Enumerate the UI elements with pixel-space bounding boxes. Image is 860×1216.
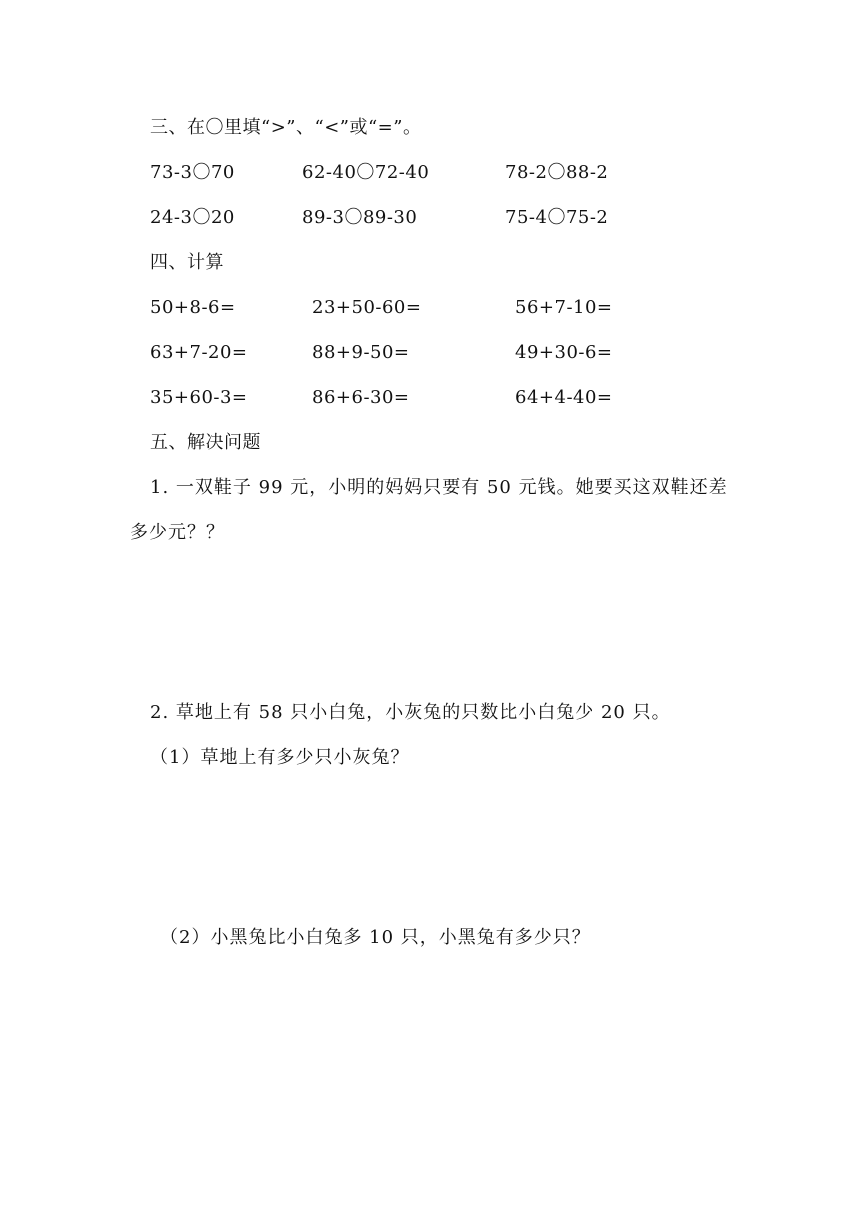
calc-item: 63+7-20= (150, 342, 248, 363)
question-2: 2. 草地上有 58 只小白兔，小灰兔的只数比小白兔少 20 只。 (150, 702, 671, 723)
section-3-heading: 三、在〇里填“>”、“<”或“=”。 (150, 117, 422, 138)
calc-item: 35+60-3= (150, 387, 248, 408)
calc-item: 64+4-40= (515, 387, 613, 408)
compare-item: 89-3〇89-30 (302, 207, 418, 228)
question-1-line-2: 多少元？？ (130, 522, 225, 543)
calc-item: 23+50-60= (312, 297, 422, 318)
compare-item: 73-3〇70 (150, 162, 235, 183)
calc-item: 88+9-50= (312, 342, 410, 363)
question-2-part-2: （2）小黑兔比小白兔多 10 只，小黑兔有多少只？ (160, 927, 591, 948)
calc-item: 50+8-6= (150, 297, 236, 318)
section-5-heading: 五、解决问题 (150, 432, 261, 453)
compare-item: 75-4〇75-2 (505, 207, 609, 228)
calc-item: 49+30-6= (515, 342, 613, 363)
compare-item: 78-2〇88-2 (505, 162, 609, 183)
section-4-heading: 四、计算 (150, 252, 224, 273)
question-2-part-1: （1）草地上有多少只小灰兔？ (150, 747, 410, 768)
calc-item: 56+7-10= (515, 297, 613, 318)
question-1-line-1: 1. 一双鞋子 99 元，小明的妈妈只要有 50 元钱。她要买这双鞋还差 (150, 477, 728, 498)
calc-item: 86+6-30= (312, 387, 410, 408)
compare-item: 24-3〇20 (150, 207, 235, 228)
compare-item: 62-40〇72-40 (302, 162, 430, 183)
